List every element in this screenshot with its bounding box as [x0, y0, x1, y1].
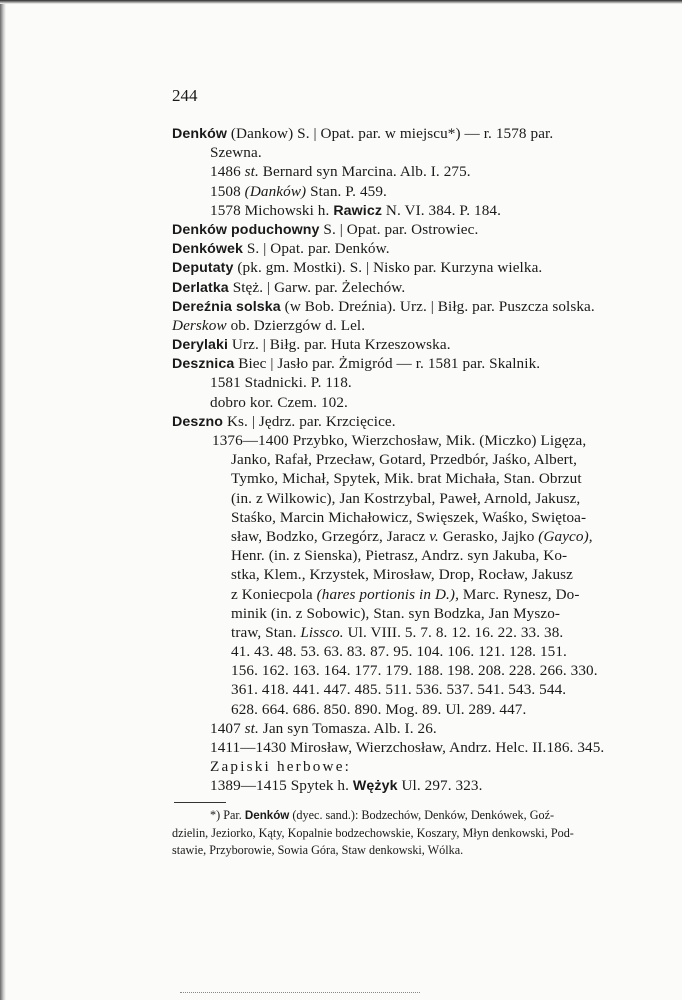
text-line	[172, 201, 632, 220]
text-run: (in. z Wilkowic), Jan Kostrzybal, Paweł, Arnold, Jakusz,	[231, 489, 581, 507]
text-line	[172, 162, 632, 181]
text-line	[172, 719, 632, 738]
text-run: Tymko, Michał, Spytek, Mik. brat Michała, Stan. Obrzut	[231, 470, 582, 488]
text-line	[172, 220, 632, 239]
italic-text: (Danków)	[244, 182, 307, 200]
page-number: 244	[172, 86, 198, 105]
text-run: 1508	[210, 182, 245, 200]
entry-headword: Derlatka	[172, 279, 229, 296]
text-run: 1411—1430 Mirosław, Wierzchosław, Andrz. Helc. II.186. 345.	[210, 739, 605, 756]
text-run: 628. 664. 686. 850. 890. Mog. 89. Ul. 289. 447.	[231, 700, 527, 718]
text-run: Szewna.	[210, 144, 262, 162]
gazetteer-entry	[172, 220, 632, 239]
text-line	[172, 182, 632, 201]
text-run: Staśko, Marcin Michałowicz, Swięszek, Waśko, Swiętoa-	[231, 508, 587, 526]
scan-left-edge	[0, 0, 6, 1000]
text-run: 1389—1415 Spytek h.	[210, 777, 353, 795]
text-line	[172, 393, 632, 412]
text-run: (pk. gm. Mostki). S. | Nisko par. Kurzyna wielka.	[233, 259, 543, 277]
entry-headword: Rawicz	[333, 202, 383, 219]
text-line	[172, 412, 632, 431]
text-run: 156. 162. 163. 164. 177. 179. 188. 198. 208. 228. 266. 330.	[231, 662, 598, 680]
text-line	[172, 604, 632, 623]
entry-headword: Desznica	[172, 356, 235, 373]
text-run: Stęż. | Garw. par. Żelechów.	[228, 278, 406, 296]
text-run: Janko, Rafał, Przecław, Gotard, Przedbór, Jaśko, Albert,	[231, 451, 578, 469]
entry-headword: Denków	[244, 809, 290, 822]
text-run: 1407	[210, 719, 245, 737]
text-line	[172, 738, 632, 757]
text-line	[172, 642, 632, 661]
text-line	[172, 431, 632, 450]
gazetteer-entry	[172, 354, 632, 412]
gazetteer-entry	[172, 412, 632, 796]
text-line	[172, 700, 632, 719]
italic-text: Derskow	[172, 316, 227, 334]
text-run: Ul. 297. 323.	[397, 777, 483, 795]
footnote-rule	[174, 802, 226, 803]
italic-text: (Gayco),	[538, 527, 593, 545]
text-run: minik (in. z Sobowic), Stan. syn Bodzka, Jan Myszo-	[231, 604, 561, 622]
text-line	[172, 373, 632, 392]
gazetteer-entry	[172, 297, 632, 316]
text-run: N. VI. 384. P. 184.	[382, 201, 502, 219]
text-run: Ul. VIII. 5. 7. 8. 12. 16. 22. 33. 38.	[343, 623, 564, 641]
text-run: 1581 Stadnicki. P. 118.	[210, 374, 352, 392]
text-line	[172, 316, 632, 335]
text-line	[172, 757, 632, 776]
scan-top-edge	[0, 0, 682, 4]
text-run: Stan. P. 459.	[306, 182, 387, 200]
text-line	[172, 585, 632, 604]
text-line	[172, 508, 632, 527]
text-line	[172, 661, 632, 680]
scan-bottom-edge	[180, 992, 420, 994]
text-run: Ks. | Jędrz. par. Krzcięcice.	[223, 412, 396, 430]
text-run: (Dankow) S. | Opat. par. w miejscu*) — r. 1578 par.	[227, 125, 554, 142]
italic-text: Lissco.	[300, 623, 344, 641]
text-run: Jan syn Tomasza. Alb. I. 26.	[258, 719, 437, 737]
text-run: Zapiski herbowe:	[210, 758, 352, 776]
entry-headword: Denków poduchowny	[172, 221, 320, 238]
text-line	[172, 124, 632, 143]
gazetteer-entries	[172, 124, 632, 796]
entry-headword: Denkówek	[172, 241, 243, 258]
text-run: dobro kor. Czem. 102.	[210, 393, 348, 411]
text-run: 41. 43. 48. 53. 63. 83. 87. 95. 104. 106. 121. 128. 151.	[231, 643, 567, 661]
text-line	[172, 354, 632, 373]
text-run: S. | Opat. par. Denków.	[242, 240, 390, 258]
entry-headword: Denków	[172, 126, 227, 142]
text-line	[172, 527, 632, 546]
text-run: 1578 Michowski h.	[210, 201, 334, 219]
text-run: Urz. | Biłg. par. Huta Krzeszowska.	[228, 336, 451, 354]
entry-headword: Wężyk	[352, 778, 398, 795]
text-run: *) Par.	[210, 808, 245, 822]
entry-headword: Deszno	[172, 413, 224, 430]
italic-text: (hares portionis in D.),	[316, 585, 459, 603]
text-line	[172, 565, 632, 584]
text-run: z Koniecpola	[231, 585, 317, 603]
text-run: dzielin, Jeziorko, Kąty, Kopalnie bodzechowskie, Koszary, Młyn denkowski, Pod-	[172, 825, 574, 840]
entry-headword: Deputaty	[172, 260, 234, 277]
text-line	[172, 450, 632, 469]
text-run: Henr. (in. z Sienska), Pietrasz, Andrz. syn Jakuba, Ko-	[231, 547, 568, 565]
text-line	[172, 469, 632, 488]
text-line	[172, 489, 632, 508]
italic-text: v.	[429, 527, 439, 545]
entry-continuation	[172, 450, 632, 719]
text-run: 1486	[210, 163, 245, 181]
text-run: 1376—1400 Przybko, Wierzchosław, Mik. (Miczko) Ligęza,	[212, 432, 587, 449]
text-line	[172, 776, 632, 795]
text-run: (w Bob. Dreźnia). Urz. | Biłg. par. Puszcza solska.	[280, 297, 595, 315]
text-line	[172, 623, 632, 642]
text-line	[172, 546, 632, 565]
text-run: Bernard syn Marcina. Alb. I. 275.	[258, 163, 471, 181]
text-line	[172, 297, 632, 316]
gazetteer-entry	[172, 335, 632, 354]
text-run: (dyec. sand.): Bodzechów, Denków, Denkówek, Goź-	[289, 808, 555, 822]
text-line	[172, 143, 632, 162]
gazetteer-entry	[172, 124, 632, 220]
text-line	[172, 258, 632, 277]
italic-text: st.	[244, 163, 259, 181]
footnote-line	[172, 842, 632, 860]
gazetteer-entry	[172, 316, 632, 335]
entry-headword: Derylaki	[172, 337, 229, 354]
text-run: Gerasko, Jajko	[438, 527, 539, 545]
text-run: S. | Opat. par. Ostrowiec.	[319, 220, 479, 238]
footnote	[172, 807, 632, 860]
entry-headword: Dereźnia solska	[172, 298, 281, 315]
gazetteer-entry	[172, 278, 632, 297]
text-line	[172, 278, 632, 297]
text-line	[172, 239, 632, 258]
text-line	[172, 335, 632, 354]
italic-text: st.	[244, 719, 259, 737]
text-run: sław, Bodzko, Grzegórz, Jaracz	[231, 527, 430, 545]
footnote-line	[172, 807, 632, 825]
text-run: traw, Stan.	[231, 623, 301, 641]
text-run: stka, Klem., Krzystek, Mirosław, Drop, Rocław, Jakusz	[231, 566, 574, 584]
footnote-line	[172, 825, 632, 843]
text-run: Biec | Jasło par. Żmigród — r. 1581 par. Skalnik.	[234, 355, 541, 373]
gazetteer-entry	[172, 258, 632, 277]
text-run: stawie, Przyborowie, Sowia Góra, Staw denkowski, Wólka.	[172, 843, 464, 857]
text-run: ob. Dzierzgów d. Lel.	[226, 316, 366, 334]
text-line	[172, 680, 632, 699]
text-run: 361. 418. 441. 447. 485. 511. 536. 537. 541. 543. 544.	[231, 681, 567, 699]
gazetteer-entry	[172, 239, 632, 258]
text-run: Marc. Rynesz, Do-	[458, 585, 580, 603]
